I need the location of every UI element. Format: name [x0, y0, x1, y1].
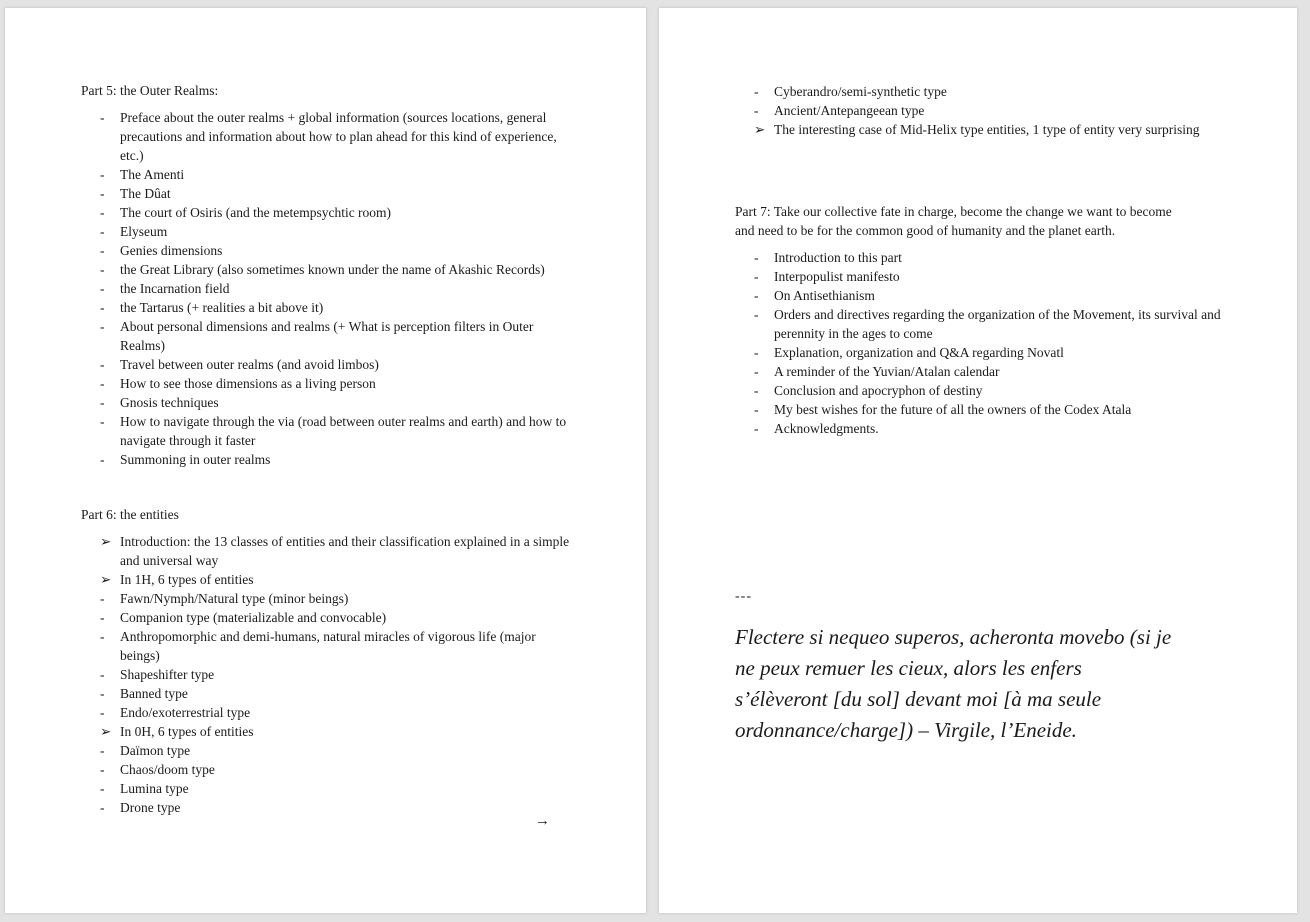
bullet-icon: - [100, 800, 105, 815]
part5-heading: Part 5: the Outer Realms: [81, 83, 219, 98]
bullet-icon: - [100, 743, 105, 758]
bullet-icon: - [100, 319, 105, 334]
list-item-text: Drone type [120, 800, 181, 815]
list-item-text: A reminder of the Yuvian/Atalan calendar [774, 364, 1000, 379]
list-item [754, 305, 1242, 343]
bullet-icon: - [754, 383, 759, 398]
list-item-text: Banned type [120, 686, 188, 701]
bullet-icon: - [100, 357, 105, 372]
list-item-text: Explanation, organization and Q&A regarding Novatl [774, 345, 1064, 360]
list-item-text: The Dûat [120, 186, 171, 201]
list-item [100, 703, 583, 722]
bullet-icon: - [100, 414, 105, 429]
bullet-icon: - [754, 269, 759, 284]
list-item [100, 570, 583, 589]
part6-heading: Part 6: the entities [81, 507, 179, 522]
bullet-icon: - [754, 307, 759, 322]
list-item [100, 741, 583, 760]
quote-line: ne peux remuer les cieux, alors les enfers [735, 656, 1082, 680]
list-item [100, 722, 583, 741]
part5-list [100, 108, 583, 469]
list-item-text: On Antisethianism [774, 288, 875, 303]
continuation-arrow-icon: → [535, 813, 550, 829]
bullet-icon: - [100, 300, 105, 315]
list-item [100, 589, 583, 608]
list-item-text: Summoning in outer realms [120, 452, 271, 467]
list-item [754, 419, 1242, 438]
list-item-text: Ancient/Antepangeean type [774, 103, 925, 118]
list-item-text: Endo/exoterrestrial type [120, 705, 251, 720]
list-item [754, 286, 1242, 305]
list-item-text: Daïmon type [120, 743, 191, 758]
list-item [100, 393, 583, 412]
bullet-icon: ➢ [754, 122, 766, 137]
list-item [100, 298, 583, 317]
bullet-icon: - [100, 395, 105, 410]
list-item [754, 120, 1242, 139]
list-item [100, 798, 583, 817]
latin-quote [735, 622, 1240, 746]
list-item-text: Chaos/doom type [120, 762, 215, 777]
bullet-icon: ➢ [100, 572, 112, 587]
part6-continued-list [754, 82, 1242, 139]
bullet-icon: ➢ [100, 724, 112, 739]
list-item [100, 684, 583, 703]
list-item [754, 343, 1242, 362]
bullet-icon: - [100, 629, 105, 644]
bullet-icon: - [100, 205, 105, 220]
list-item-text: Shapeshifter type [120, 667, 215, 682]
list-item-text: Elyseum [120, 224, 168, 239]
list-item [100, 665, 583, 684]
list-item-text: Fawn/Nymph/Natural type (minor beings) [120, 591, 349, 606]
list-item [100, 627, 583, 665]
page-left-content [5, 8, 646, 913]
divider-dashes: --- [735, 589, 752, 604]
list-item-text: Genies dimensions [120, 243, 223, 258]
quote-line: s’élèveront [du sol] devant moi [à ma seule [735, 687, 1102, 711]
list-item [754, 381, 1242, 400]
list-item-text: Preface about the outer realms + global information (sources locations, general precautions and information about how to plan ahead for this kind of experience, etc.) [120, 110, 557, 163]
list-item-text: How to navigate through the via (road between outer realms and earth) and how to navigate through it faster [120, 414, 567, 448]
list-item [754, 101, 1242, 120]
list-item-text: About personal dimensions and realms (+ What is perception filters in Outer Realms) [120, 319, 534, 353]
list-item [754, 362, 1242, 381]
bullet-icon: - [100, 610, 105, 625]
list-item [100, 165, 583, 184]
list-item-text: Conclusion and apocryphon of destiny [774, 383, 983, 398]
list-item [754, 82, 1242, 101]
list-item-text: The court of Osiris (and the metempsychtic room) [120, 205, 392, 220]
list-item-text: Cyberandro/semi-synthetic type [774, 84, 947, 99]
list-item [754, 248, 1242, 267]
bullet-icon: - [100, 762, 105, 777]
list-item [100, 412, 583, 450]
list-item [100, 241, 583, 260]
list-item [100, 279, 583, 298]
part6-list [100, 532, 583, 817]
list-item-text: Companion type (materializable and convocable) [120, 610, 387, 625]
list-item [100, 355, 583, 374]
bullet-icon: - [100, 376, 105, 391]
bullet-icon: - [100, 281, 105, 296]
document-page-right[interactable] [659, 8, 1297, 913]
bullet-icon: - [100, 667, 105, 682]
list-item [100, 260, 583, 279]
bullet-icon: - [100, 705, 105, 720]
bullet-icon: - [754, 421, 759, 436]
list-item-text: the Tartarus (+ realities a bit above it) [120, 300, 324, 315]
bullet-icon: - [754, 345, 759, 360]
bullet-icon: - [754, 103, 759, 118]
bullet-icon: - [754, 364, 759, 379]
bullet-icon: - [100, 186, 105, 201]
bullet-icon: - [100, 686, 105, 701]
bullet-icon: ➢ [100, 534, 112, 549]
list-item [100, 374, 583, 393]
list-item-text: Acknowledgments. [774, 421, 879, 436]
bullet-icon: - [100, 591, 105, 606]
bullet-icon: - [100, 167, 105, 182]
list-item-text: The interesting case of Mid-Helix type entities, 1 type of entity very surprising [774, 122, 1200, 137]
bullet-icon: - [754, 84, 759, 99]
list-item-text: In 1H, 6 types of entities [120, 572, 254, 587]
list-item-text: In 0H, 6 types of entities [120, 724, 254, 739]
bullet-icon: - [754, 250, 759, 265]
bullet-icon: - [100, 781, 105, 796]
list-item [100, 608, 583, 627]
list-item-text: Travel between outer realms (and avoid limbos) [120, 357, 379, 372]
page-right-content [659, 8, 1297, 913]
document-page-left[interactable] [5, 8, 646, 913]
bullet-icon: - [754, 288, 759, 303]
list-item-text: Anthropomorphic and demi-humans, natural miracles of vigorous life (major beings) [120, 629, 536, 663]
list-item [100, 450, 583, 469]
list-item [754, 267, 1242, 286]
list-item [100, 203, 583, 222]
list-item-text: Orders and directives regarding the organization of the Movement, its survival and perennity in the ages to come [774, 307, 1221, 341]
part7-list [754, 248, 1242, 438]
list-item [100, 779, 583, 798]
quote-line: Flectere si nequeo superos, acheronta movebo (si je [735, 625, 1172, 649]
list-item-text: Interpopulist manifesto [774, 269, 900, 284]
list-item-text: Introduction to this part [774, 250, 902, 265]
list-item [100, 184, 583, 203]
list-item-text: Gnosis techniques [120, 395, 219, 410]
list-item [100, 760, 583, 779]
list-item [100, 317, 583, 355]
list-item-text: Introduction: the 13 classes of entities and their classification explained in a simple and universal way [120, 534, 570, 568]
list-item [100, 222, 583, 241]
bullet-icon: - [100, 110, 105, 125]
list-item-text: Lumina type [120, 781, 189, 796]
bullet-icon: - [100, 452, 105, 467]
list-item [100, 108, 583, 165]
list-item-text: The Amenti [120, 167, 185, 182]
list-item-text: How to see those dimensions as a living person [120, 376, 376, 391]
list-item-text: My best wishes for the future of all the owners of the Codex Atala [774, 402, 1132, 417]
part7-intro-paragraph: Part 7: Take our collective fate in charge, become the change we want to become and need to be for the common good of humanity and the planet earth. [735, 204, 1172, 238]
list-item-text: the Incarnation field [120, 281, 230, 296]
bullet-icon: - [100, 262, 105, 277]
bullet-icon: - [100, 243, 105, 258]
section-part6 [81, 505, 583, 817]
section-part5 [81, 81, 583, 469]
quote-line: ordonnance/charge]) – Virgile, l’Eneide. [735, 718, 1077, 742]
bullet-icon: - [754, 402, 759, 417]
list-item [754, 400, 1242, 419]
list-item-text: the Great Library (also sometimes known under the name of Akashic Records) [120, 262, 545, 277]
list-item [100, 532, 583, 570]
bullet-icon: - [100, 224, 105, 239]
